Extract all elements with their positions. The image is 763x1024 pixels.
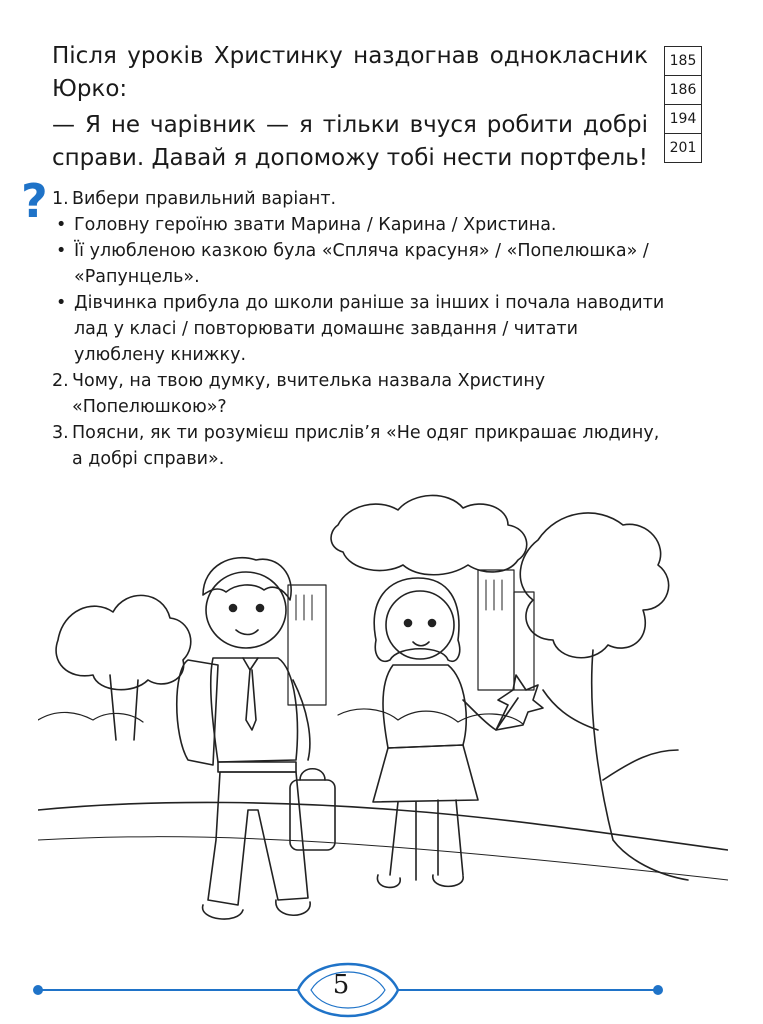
bush-left [56,595,191,689]
story-text [52,40,648,175]
ground [38,802,728,850]
task-list [52,186,672,472]
task-number: 2. [52,371,69,391]
task-3 [52,420,672,472]
hedge [38,709,523,724]
option-text: Головну героїню звати Марина / Карина / Христина. [74,215,557,235]
boy-arm [293,680,310,760]
boy-face [206,572,286,648]
question-mark-icon: ? [21,174,48,228]
task-number: 1. [52,189,69,209]
bullet-icon: • [56,293,67,313]
girl-arm [463,700,496,730]
tree-canopy-top [331,495,527,574]
task-number: 3. [52,423,69,443]
bullet-icon: • [56,215,67,235]
boy [177,558,335,919]
task-1 [52,186,672,212]
tree-right [520,513,668,658]
tree-right-trunk [543,650,688,880]
footer-dot-icon [653,985,663,995]
story-paragraph-2: — Я не чарівник — я тільки вчуся робити добрі справи. Давай я допоможу тобі нести портфель! [52,112,649,171]
bullet-icon: • [56,241,67,261]
girl-jacket [383,665,466,748]
task-1-option [52,290,672,368]
counter-cell: 194 [665,105,701,134]
option-text: Її улюбленою казкою була «Спляча красуня» / «Попелюшка» / «Рапунцель». [74,241,649,287]
page-number: 5 [332,970,350,1000]
task-text: Поясни, як ти розумієш прислів’я «Не одяг прикрашає людину, а добрі справи». [72,423,660,469]
task-text: Вибери правильний варіант. [72,189,337,209]
boy-shirt [211,658,298,762]
task-text: Чому, на твою думку, вчителька назвала Христину «Попелюшкою»? [72,371,546,417]
tie [243,658,258,730]
boy-hair [203,558,291,600]
belt [218,762,296,772]
option-text: Дівчинка прибула до школи раніше за інших і почала наводити лад у класі / повторювати домашнє завдання / читати улюблену книжку. [74,293,665,365]
buildings [288,570,534,705]
girl-shoes [377,875,463,887]
bush-trunk [110,675,138,740]
reading-speed-counter [664,46,702,163]
counter-cell: 201 [669,140,697,156]
story-paragraph-1: Після уроків Христинку наздогнав однокласник Юрко: [52,43,648,102]
girl [373,578,543,887]
lunchbox [290,780,335,850]
boy-shoes [203,900,311,919]
task-1-option [52,212,672,238]
illustration-children-walking [38,480,728,950]
task-2 [52,368,672,420]
counter-cell: 185 [665,47,701,76]
task-1-option [52,238,672,290]
girl-skirt [373,745,478,802]
footer-dot-icon [33,985,43,995]
path-edge [38,837,728,880]
counter-cell: 186 [665,76,701,105]
